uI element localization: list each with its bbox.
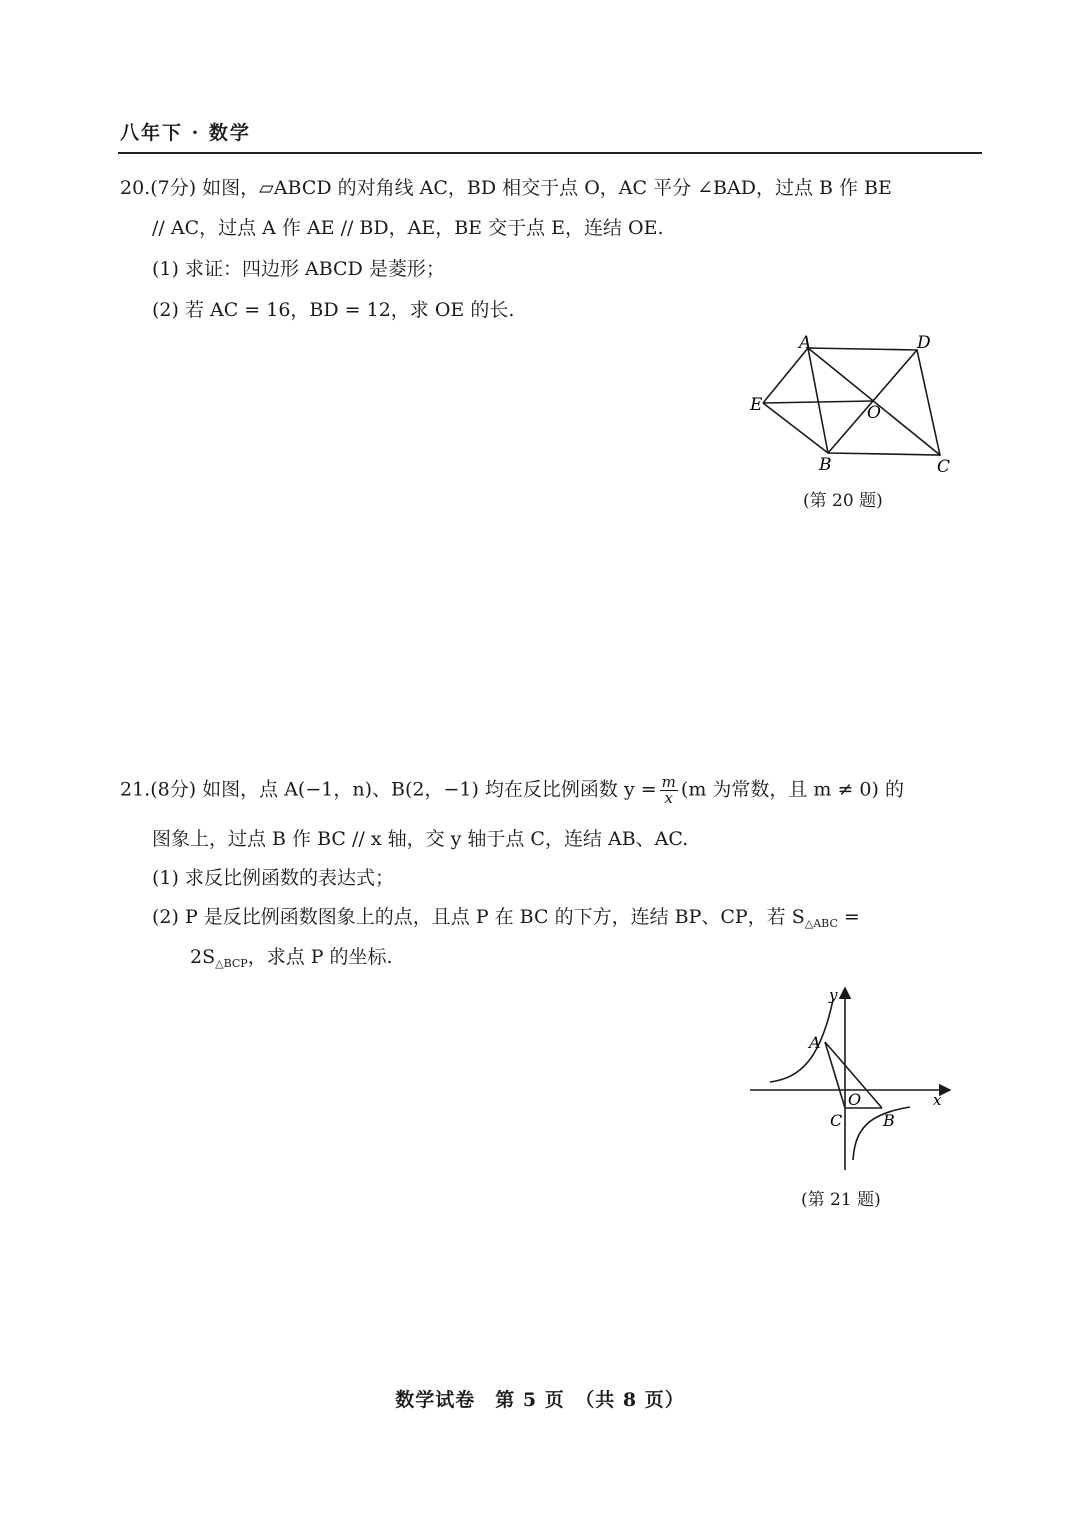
q20-line1: 20.(7分) 如图，▱ABCD 的对角线 AC，BD 相交于点 O，AC 平分 ∠BAD，过点 B 作 BE	[120, 177, 892, 199]
q21-line1-a: 21.(8分) 如图，点 A(−1，n)、B(2，−1) 均在反比例函数 y =	[120, 778, 657, 801]
label-o: O	[848, 1090, 862, 1109]
label-b: B	[883, 1111, 895, 1130]
q20-caption: (第 20 题)	[803, 491, 883, 511]
q20-figure	[745, 330, 965, 480]
segment-be	[763, 403, 828, 453]
label-c: C	[937, 457, 951, 477]
q21-part1: (1) 求反比例函数的表达式；	[152, 867, 394, 889]
label-e: E	[750, 395, 763, 415]
q21-line2: 图象上，过点 B 作 BC // x 轴，交 y 轴于点 C，连结 AB、AC.	[152, 828, 689, 850]
fraction-m-over-x: $\frac{m}{x}$	[661, 773, 676, 807]
q21-part3: $2S_{\triangle BCP}$，求点 P 的坐标.	[190, 946, 393, 970]
label-a: A	[799, 333, 812, 353]
q20-line2: // AC，过点 A 作 AE // BD，AE，BE 交于点 E，连结 OE.	[152, 217, 664, 239]
label-a: A	[809, 1033, 821, 1052]
header-rule	[118, 152, 982, 154]
label-c: C	[830, 1111, 843, 1130]
page-footer: 数学试卷 第 5 页 （共 8 页）	[395, 1389, 685, 1411]
hyperbola-branch-q4	[853, 1107, 910, 1160]
q21-line1	[120, 775, 904, 806]
q21-figure	[745, 980, 960, 1175]
label-y: y	[829, 986, 838, 1004]
label-b: B	[819, 455, 832, 475]
label-o: O	[867, 403, 881, 423]
segment-oe	[763, 401, 873, 403]
q20-part1: (1) 求证：四边形 ABCD 是菱形；	[152, 258, 445, 280]
segment-ac	[825, 1042, 845, 1108]
q20-part2: (2) 若 AC = 16，BD = 12，求 OE 的长.	[152, 299, 515, 321]
page-header: 八年下 · 数学	[120, 122, 251, 144]
label-d: D	[917, 333, 931, 353]
hyperbola-branch-q2	[770, 1000, 833, 1082]
q21-caption: (第 21 题)	[801, 1190, 881, 1210]
q21-line1-b: (m 为常数，且 m ≠ 0) 的	[680, 778, 904, 801]
q21-part2: (2) P 是反比例函数图象上的点，且点 P 在 BC 的下方，连结 BP、CP，若 $S_{\triangle ABC}$ =	[152, 906, 860, 930]
segment-ae	[763, 348, 808, 403]
label-x: x	[933, 1091, 942, 1109]
